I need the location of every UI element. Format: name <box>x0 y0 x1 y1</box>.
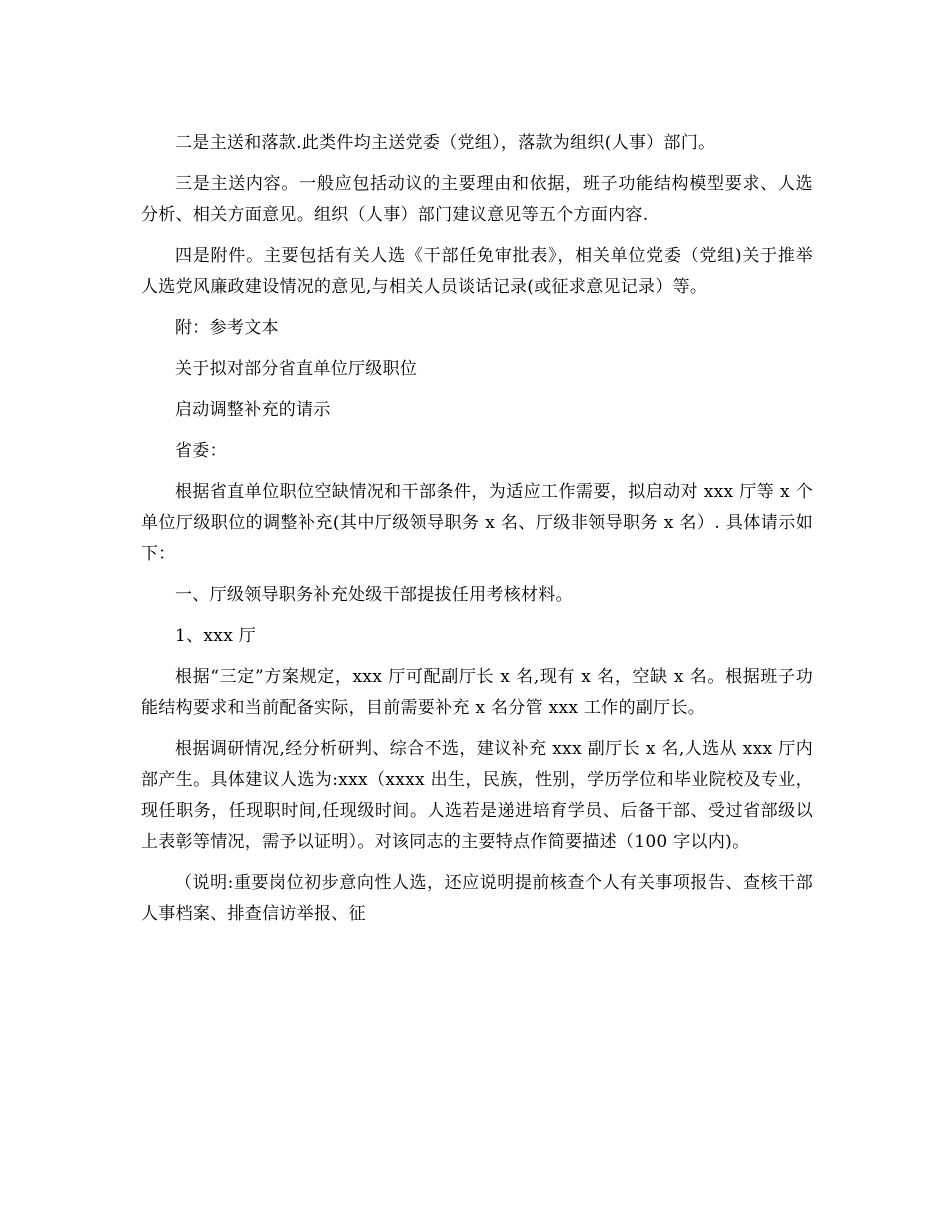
paragraph-candidate-proposal: 根据调研情况,经分析研判、综合不选，建议补充 xxx 副厅长 x 名,人选从 xxx 厅内部产生。具体建议人选为:xxx（xxxx 出生，民族，性别，学历学位和毕业院校及专业，现任职务，任现职时间,任现级时间。人选若是递进培育学员、后备干部、受过省部级以上表彰等情况，需予以证明）。对该同志的主要特点作简要描述（100 字以内)。 <box>141 739 813 852</box>
document-body <box>141 128 813 930</box>
paragraph-reference-text-heading: 附：参考文本 <box>175 318 279 338</box>
paragraph-addressee: 省委： <box>175 441 227 461</box>
paragraph-request-intro: 根据省直单位职位空缺情况和干部条件，为适应工作需要，拟启动对 xxx 厅等 x 个单位厅级职位的调整补充(其中厅级领导职务 x 名、厅级非领导职务 x 名）. 具体请示如下： <box>141 482 813 564</box>
paragraph-explanation-note: （说明:重要岗位初步意向性人选，还应说明提前核查个人有关事项报告、查核干部人事档案、排查信访举报、征 <box>141 873 813 924</box>
paragraph-main-content: 三是主送内容。一般应包括动议的主要理由和依据，班子功能结构模型要求、人选分析、相关方面意见。组织（人事）部门建议意见等五个方面内容. <box>141 174 813 225</box>
paragraph-staffing-basis: 根据“三定”方案规定，xxx 厅可配副厅长 x 名,现有 x 名，空缺 x 名。根据班子功能结构要求和当前配备实际，目前需要补充 x 名分管 xxx 工作的副厅长。 <box>141 667 813 718</box>
paragraph-request-title-line-1: 关于拟对部分省直单位厅级职位 <box>175 359 418 379</box>
paragraph-section-heading-1: 一、厅级领导职务补充处级干部提拔任用考核材料。 <box>175 585 573 605</box>
paragraph-attachments: 四是附件。主要包括有关人选《干部任免审批表》，相关单位党委（党组)关于推举人选党风廉政建设情况的意见,与相关人员谈话记录(或征求意见记录）等。 <box>141 246 813 297</box>
paragraph-sender-signature: 二是主送和落款.此类件均主送党委（党组），落款为组织(人事）部门。 <box>175 133 716 153</box>
paragraph-request-title-line-2: 启动调整补充的请示 <box>175 400 331 420</box>
paragraph-item-heading-1: 1、xxx 厅 <box>175 626 257 646</box>
